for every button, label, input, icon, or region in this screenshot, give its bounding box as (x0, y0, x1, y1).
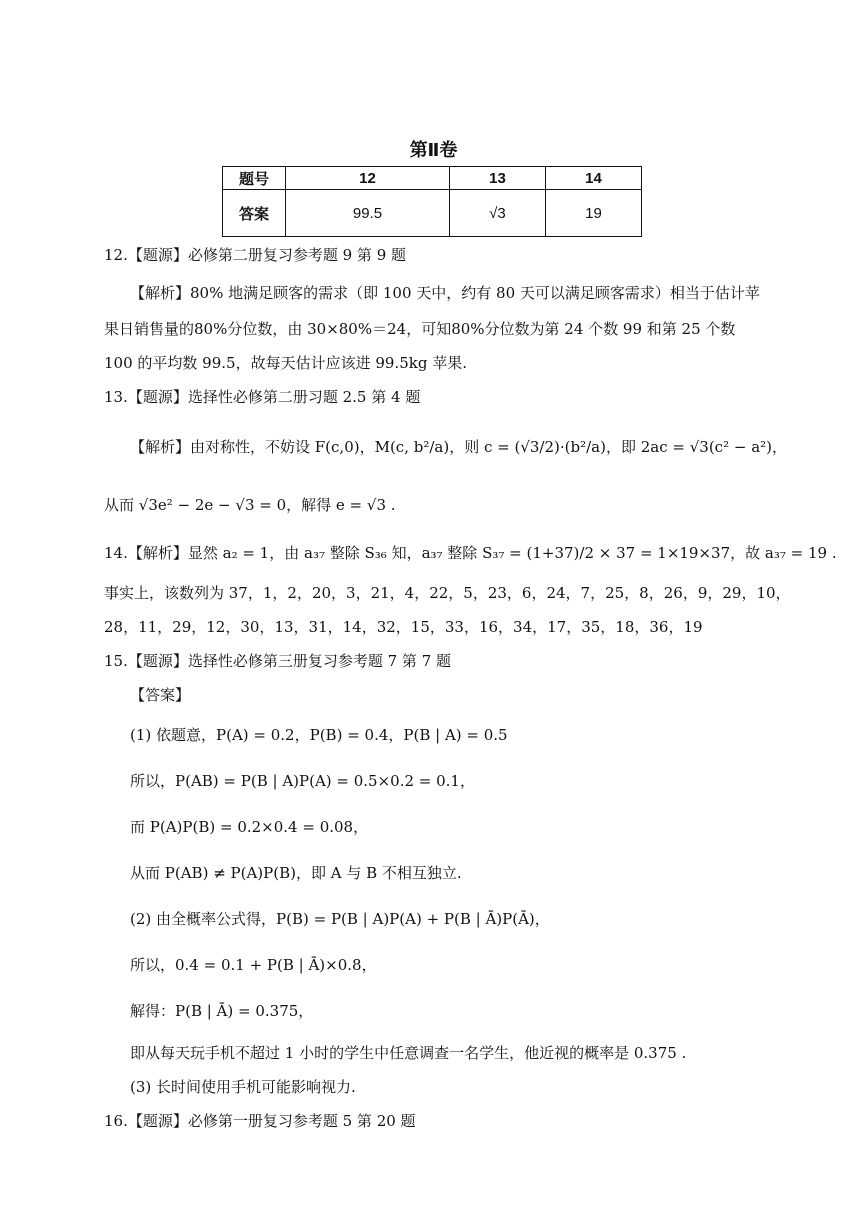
q15-source: 15.【题源】选择性必修第三册复习参考题 7 第 7 题 (104, 652, 452, 670)
q15-solution-line: 所以，0.4 = 0.1 + P(B | Ā)×0.8， (130, 956, 377, 974)
q12-source: 12.【题源】必修第二册复习参考题 9 第 9 题 (104, 246, 407, 264)
q15-solution-line: (2) 由全概率公式得，P(B) = P(B | A)P(A) + P(B | Ā)P(Ā)， (130, 910, 550, 928)
q13-source: 13.【题源】选择性必修第二册习题 2.5 第 4 题 (104, 388, 421, 406)
q14-analysis-line: 14.【解析】显然 a₂ = 1，由 a₃₇ 整除 S₃₆ 知，a₃₇ 整除 S₃₇ = (1+37)/2 × 37 = 1×19×37，故 a₃₇ = 19 . (104, 544, 837, 562)
header-cell: 14 (545, 167, 641, 190)
q15-answer-label: 【答案】 (130, 686, 191, 704)
header-cell: 13 (449, 167, 545, 190)
header-cell: 题号 (223, 167, 286, 190)
header-cell: 12 (286, 167, 450, 190)
answer-table-row (223, 190, 642, 237)
answer-table (222, 166, 642, 237)
q12-analysis-line: 100 的平均数 99.5，故每天估计应该进 99.5kg 苹果. (104, 354, 467, 372)
q15-solution-line: 即从每天玩手机不超过 1 小时的学生中任意调查一名学生，他近视的概率是 0.375 . (130, 1044, 687, 1062)
q15-solution-line: (3) 长时间使用手机可能影响视力. (130, 1078, 356, 1096)
section-title: 第Ⅱ卷 (409, 140, 458, 161)
q15-solution-line: (1) 依题意，P(A) = 0.2，P(B) = 0.4，P(B | A) = 0.5 (130, 726, 508, 744)
q15-solution-line: 而 P(A)P(B) = 0.2×0.4 = 0.08， (130, 818, 369, 836)
q14-analysis-line: 28，11，29，12，30，13，31，14，32，15，33，16，34，17，35，18，36，19 (104, 618, 703, 636)
q13-analysis-line: 【解析】由对称性，不妨设 F(c,0)，M(c, b²/a)，则 c = (√3/2)·(b²/a)，即 2ac = √3(c² − a²)， (130, 438, 788, 456)
q12-analysis-line: 果日销售量的80%分位数，由 30×80%＝24，可知80%分位数为第 24 个数 99 和第 25 个数 (104, 320, 736, 338)
q15-solution-line: 所以，P(AB) = P(B | A)P(A) = 0.5×0.2 = 0.1， (130, 772, 475, 790)
answer-table-header (223, 167, 642, 190)
answer-cell: 19 (545, 190, 641, 237)
answer-cell: 答案 (223, 190, 286, 237)
q13-analysis-line: 从而 √3e² − 2e − √3 = 0，解得 e = √3 . (104, 496, 396, 514)
q12-analysis-line: 【解析】80% 地满足顾客的需求（即 100 天中，约有 80 天可以满足顾客需求）相当于估计苹 (130, 284, 760, 302)
q15-solution-line: 解得：P(B | Ā) = 0.375， (130, 1002, 314, 1020)
answer-cell: 99.5 (286, 190, 450, 237)
q15-solution-line: 从而 P(AB) ≠ P(A)P(B)，即 A 与 B 不相互独立. (130, 864, 462, 882)
answer-cell: √3 (449, 190, 545, 237)
q16-source: 16.【题源】必修第一册复习参考题 5 第 20 题 (104, 1112, 416, 1130)
q14-analysis-line: 事实上，该数列为 37，1，2，20，3，21，4，22，5，23，6，24，7，25，8，26，9，29，10， (104, 584, 791, 602)
